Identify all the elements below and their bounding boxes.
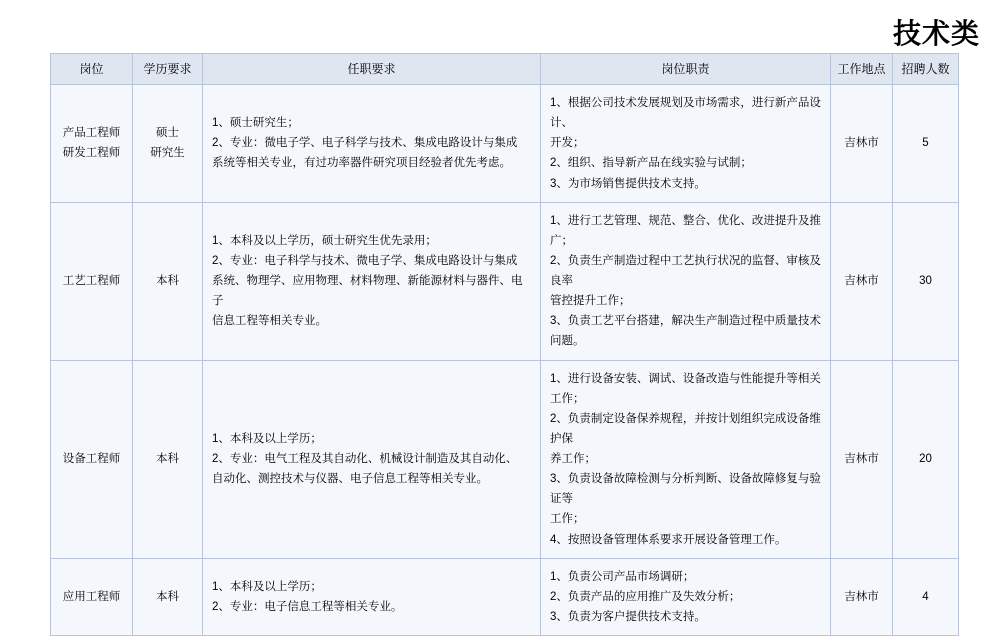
cell-headcount: 4 — [893, 558, 959, 635]
education-line: 本科 — [156, 275, 179, 287]
duty-line: 管控提升工作； — [550, 295, 631, 308]
requirement-line: 系统等相关专业，有过功率器件研究项目经验者优先考虑。 — [212, 157, 511, 170]
table-header — [51, 54, 959, 85]
education-line: 本科 — [156, 590, 179, 603]
duty-line: 2、负责产品的应用推广及失效分析； — [550, 590, 741, 603]
duty-line: 3、负责工艺平台搭建，解决生产制造过程中质量技术问题。 — [550, 315, 821, 348]
column-header-duties: 岗位职责 — [541, 54, 831, 85]
requirement-line: 2、专业：电子科学与技术、微电子学、集成电路设计与集成 — [212, 254, 518, 267]
cell-position — [51, 360, 133, 558]
duty-line: 1、进行工艺管理、规范、整合、优化、改进提升及推广； — [550, 214, 821, 247]
cell-education — [133, 85, 203, 203]
table-row — [51, 85, 959, 203]
duty-line: 1、负责公司产品市场调研； — [550, 570, 695, 583]
duty-line: 2、组织、指导新产品在线实验与试制； — [550, 157, 752, 170]
cell-education — [133, 202, 203, 360]
duty-line: 1、进行设备安装、调试、设备改造与性能提升等相关工作； — [550, 372, 821, 405]
position-line: 研发工程师 — [62, 147, 121, 160]
requirement-line: 2、专业：电子信息工程等相关专业。 — [212, 600, 403, 613]
cell-position — [51, 202, 133, 360]
duty-line: 3、负责为客户提供技术支持。 — [550, 610, 706, 623]
duty-line: 养工作； — [550, 453, 596, 465]
cell-duties — [541, 202, 831, 360]
recruitment-table-container — [50, 53, 958, 636]
cell-requirements — [203, 202, 541, 360]
table-row — [51, 202, 959, 360]
duty-line: 4、按照设备管理体系要求开展设备管理工作。 — [550, 533, 787, 546]
cell-education — [133, 360, 203, 558]
requirement-line: 系统、物理学、应用物理、材料物理、新能源材料与器件、电子 — [212, 275, 523, 308]
duty-line: 3、负责设备故障检测与分析判断、设备故障修复与验证等 — [550, 473, 821, 506]
cell-headcount: 30 — [893, 202, 959, 360]
cell-headcount: 5 — [893, 85, 959, 203]
table-body — [51, 85, 959, 636]
cell-location: 吉林市 — [831, 202, 893, 360]
cell-duties — [541, 85, 831, 203]
duty-line: 2、负责制定设备保养规程，并按计划组织完成设备维护保 — [550, 412, 821, 445]
requirement-line: 自动化、测控技术与仪器、电子信息工程等相关专业。 — [212, 473, 488, 486]
cell-requirements — [203, 558, 541, 635]
cell-location: 吉林市 — [831, 85, 893, 203]
duty-line: 2、负责生产制造过程中工艺执行状况的监督、审核及良率 — [550, 254, 821, 287]
column-header-education: 学历要求 — [133, 54, 203, 85]
requirement-line: 2、专业：微电子学、电子科学与技术、集成电路设计与集成 — [212, 137, 518, 150]
requirement-line: 1、本科及以上学历，硕士研究生优先录用； — [212, 234, 437, 247]
table-row — [51, 558, 959, 635]
recruitment-table — [50, 53, 959, 636]
table-row — [51, 360, 959, 558]
duty-line: 工作； — [550, 513, 585, 526]
position-line: 工艺工程师 — [62, 275, 121, 287]
column-header-headcount: 招聘人数 — [893, 54, 959, 85]
column-header-requirements: 任职要求 — [203, 54, 541, 85]
position-line: 设备工程师 — [62, 453, 121, 465]
cell-duties — [541, 558, 831, 635]
requirement-line: 信息工程等相关专业。 — [212, 315, 327, 328]
cell-duties — [541, 360, 831, 558]
table-header-row — [51, 54, 959, 85]
cell-location: 吉林市 — [831, 558, 893, 635]
requirement-line: 1、本科及以上学历； — [212, 432, 322, 445]
column-header-position: 岗位 — [51, 54, 133, 85]
position-line: 应用工程师 — [62, 590, 121, 603]
requirement-line: 1、本科及以上学历； — [212, 580, 322, 593]
education-line: 本科 — [156, 453, 179, 465]
cell-position — [51, 558, 133, 635]
column-header-location: 工作地点 — [831, 54, 893, 85]
cell-requirements — [203, 360, 541, 558]
page-title: 技术类 — [892, 18, 980, 49]
requirement-line: 1、硕士研究生； — [212, 117, 299, 130]
duty-line: 开发； — [550, 137, 585, 150]
education-line: 硕士 — [156, 127, 179, 140]
cell-education — [133, 558, 203, 635]
requirement-line: 2、专业：电气工程及其自动化、机械设计制造及其自动化、 — [212, 453, 518, 465]
education-line: 研究生 — [150, 147, 185, 160]
duty-line: 1、根据公司技术发展规划及市场需求，进行新产品设计、 — [550, 97, 821, 130]
cell-position — [51, 85, 133, 203]
cell-location: 吉林市 — [831, 360, 893, 558]
duty-line: 3、为市场销售提供技术支持。 — [550, 177, 706, 190]
cell-headcount: 20 — [893, 360, 959, 558]
position-line: 产品工程师 — [62, 127, 121, 140]
cell-requirements — [203, 85, 541, 203]
